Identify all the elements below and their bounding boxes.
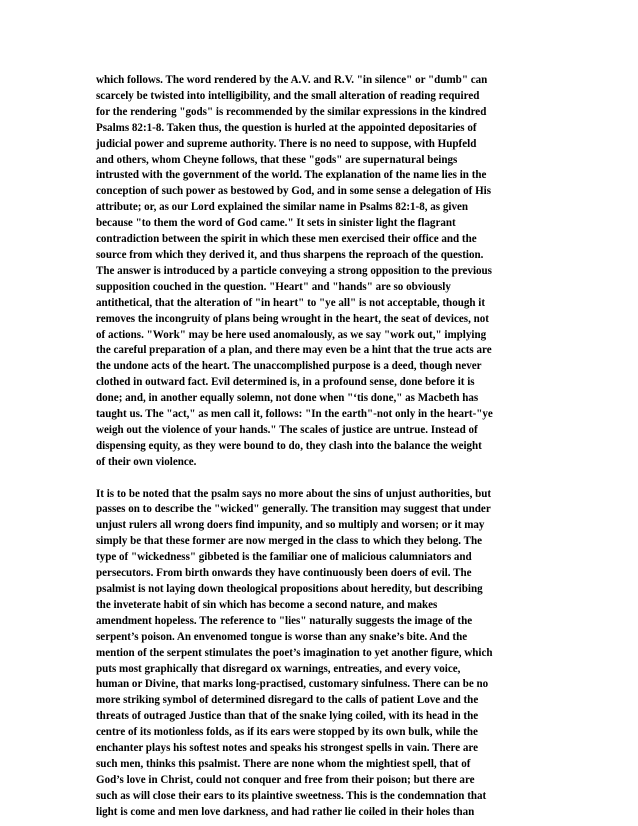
- text-line: threats of outraged Justice than that of the snake lying coiled, with its head in the: [96, 710, 479, 723]
- text-line: mention of the serpent stimulates the poet’s imagination to yet another figure, which: [96, 646, 493, 659]
- text-line: taught us. The "act," as men call it, follows: "In the earth"-not only in the heart-"ye: [96, 408, 493, 421]
- text-line: attribute; or, as our Lord explained the similar name in Psalms 82:1-8, as given: [96, 201, 469, 214]
- text-line: of actions. "Work" may be here used anomalously, as we say "work out," implying: [96, 328, 487, 341]
- paragraph-1: [96, 73, 546, 471]
- text-line: unjust rulers all wrong doers find impunity, and so multiply and worsen; or it may: [96, 519, 485, 532]
- text-line: for the rendering "gods" is recommended by the similar expressions in the kindred: [96, 105, 487, 118]
- text-line: light is come and men love darkness, and had rather lie coiled in their holes than: [96, 805, 475, 818]
- text-line: intrusted with the government of the world. The explanation of the name lies in the: [96, 169, 487, 182]
- text-line: more striking symbol of determined disregard to the calls of patient Love and the: [96, 694, 479, 707]
- text-line: persecutors. From birth onwards they have continuously been doers of evil. The: [96, 567, 472, 580]
- text-line: the inveterate habit of sin which has become a second nature, and makes: [96, 598, 438, 611]
- document-page: [96, 73, 546, 821]
- text-line: which follows. The word rendered by the A.V. and R.V. "in silence" or "dumb" can: [96, 74, 488, 86]
- text-line: weigh out the violence of your hands." The scales of justice are untrue. Instead of: [96, 423, 478, 436]
- text-line: enchanter plays his softest notes and speaks his strongest spells in vain. There are: [96, 742, 478, 755]
- text-line: judicial power and supreme authority. There is no need to suppose, with Hupfeld: [96, 137, 477, 150]
- text-line: contradiction between the spirit in which these men exercised their office and the: [96, 233, 477, 246]
- text-line: dispensing equity, as they were bound to do, they clash into the balance the weight: [96, 439, 482, 452]
- text-line: the careful preparation of a plan, and there may even be a hint that the true acts are: [96, 344, 492, 357]
- text-line: because "to them the word of God came." It sets in sinister light the flagrant: [96, 217, 456, 230]
- text-line: antithetical, that the alteration of "in heart" to "ye all" is not acceptable, though it: [96, 296, 486, 309]
- text-line: the undone acts of the heart. The unaccomplished purpose is a deed, though never: [96, 360, 482, 373]
- text-line: type of "wickedness" gibbeted is the familiar one of malicious calumniators and: [96, 551, 472, 564]
- text-line: of their own violence.: [96, 455, 197, 468]
- text-line: such men, thinks this psalmist. There are none whom the mightiest spell, that of: [96, 757, 471, 770]
- text-line: such as will close their ears to its plaintive sweetness. This is the condemnation that: [96, 789, 487, 802]
- text-line: Psalms 82:1-8. Taken thus, the question is hurled at the appointed depositaries of: [96, 121, 477, 134]
- text-line: scarcely be twisted into intelligibility, and the small alteration of reading required: [96, 89, 480, 102]
- text-line: passes on to describe the "wicked" generally. The transition may suggest that under: [96, 503, 491, 516]
- text-line: conception of such power as bestowed by God, and in some sense a delegation of His: [96, 185, 492, 198]
- text-line: supposition couched in the question. "Heart" and "hands" are so obviously: [96, 280, 451, 293]
- text-line: psalmist is not laying down theological propositions about heredity, but describing: [96, 582, 483, 595]
- text-line: removes the incongruity of plans being wrought in the heart, the seat of devices, not: [96, 312, 489, 325]
- text-line: done; and, in another equally solemn, not done when "‘tis done," as Macbeth has: [96, 392, 479, 405]
- text-line: puts most graphically that disregard ox warnings, entreaties, and every voice,: [96, 662, 461, 675]
- text-line: amendment hopeless. The reference to "lies" naturally suggests the image of the: [96, 614, 473, 627]
- text-line: source from which they derived it, and thus sharpens the reproach of the question.: [96, 248, 484, 261]
- text-line: The answer is introduced by a particle conveying a strong opposition to the previous: [96, 264, 492, 277]
- text-line: serpent’s poison. An envenomed tongue is worse than any snake’s bite. And the: [96, 630, 468, 643]
- text-line: simply be that these former are now merged in the class to which they belong. The: [96, 535, 483, 548]
- text-line: human or Divine, that marks long-practised, customary sinfulness. There can be no: [96, 678, 489, 691]
- text-line: and others, whom Cheyne follows, that these "gods" are supernatural beings: [96, 153, 458, 166]
- text-line: It is to be noted that the psalm says no more about the sins of unjust authorities, but: [96, 487, 492, 500]
- text-line: clothed in outward fact. Evil determined is, in a profound sense, done before it is: [96, 376, 475, 389]
- text-line: centre of its motionless folds, as if its ears were stopped by its own bulk, while the: [96, 726, 478, 739]
- text-line: God’s love in Christ, could not conquer and free from their poison; but there are: [96, 773, 475, 786]
- paragraph-2: [96, 487, 546, 821]
